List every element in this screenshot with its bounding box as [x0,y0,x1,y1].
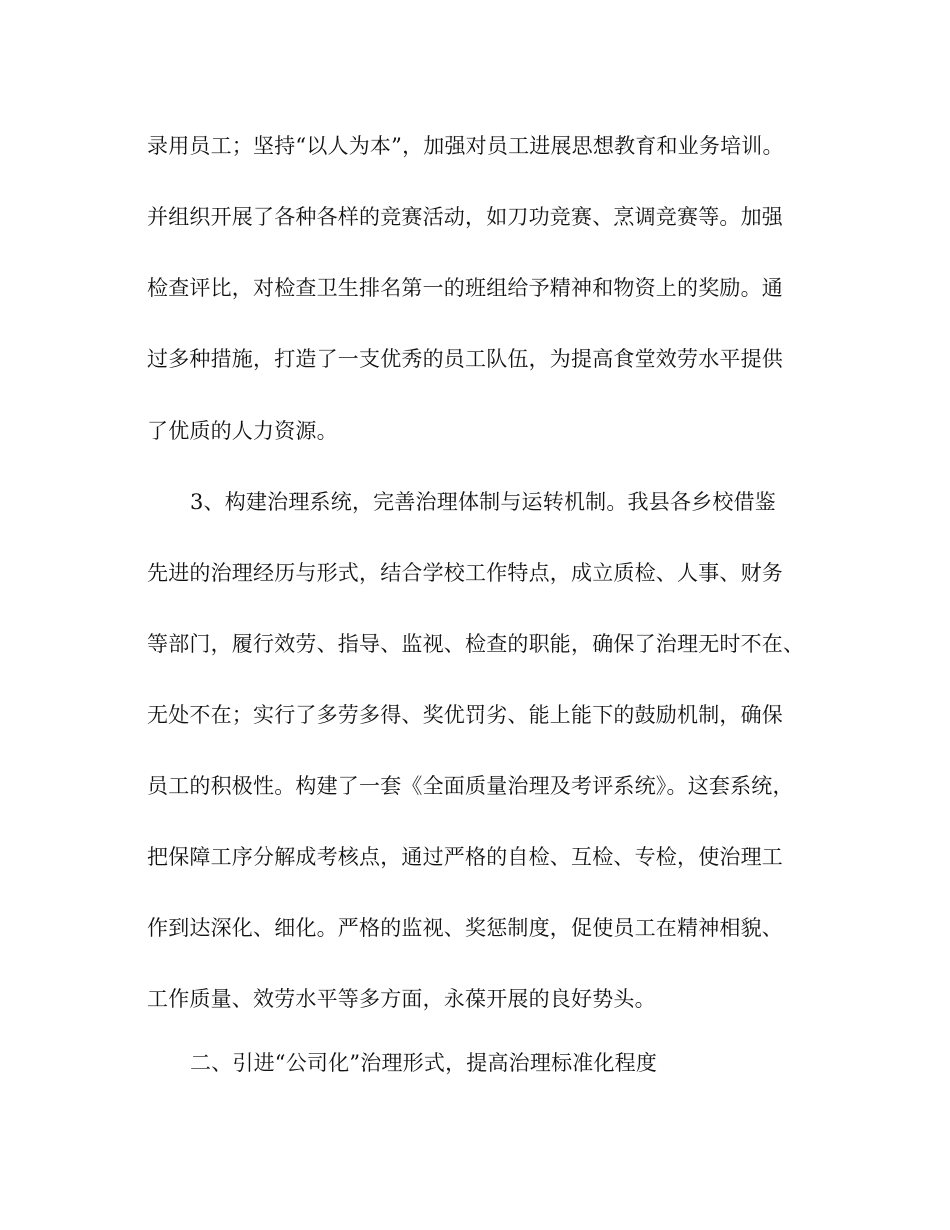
section-heading: 二、引进“公司化”治理形式，提高治理标准化程度 [190,1051,658,1075]
paragraph-line-5: 了优质的人力资源。 [147,419,338,443]
paragraph-line-11: 把保障工序分解成考核点，通过严格的自检、互检、专检，使治理工 [147,845,783,869]
paragraph-line-12: 作到达深化、细化。严格的监视、奖惩制度，促使员工在精神相貌、 [147,916,783,940]
paragraph-line-10: 员工的积极性。构建了一套《全面质量治理及考评系统》。这套系统， [147,774,794,798]
paragraph-line-13: 工作质量、效劳水平等多方面，永葆开展的良好势头。 [147,987,656,1011]
paragraph-line-1: 录用员工；坚持“以人为本”，加强对员工进展思想教育和业务培训。 [147,134,784,158]
paragraph-line-4: 过多种措施，打造了一支优秀的员工队伍，为提高食堂效劳水平提供 [147,347,783,371]
paragraph-line-3: 检查评比，对检查卫生排名第一的班组给予精神和物资上的奖励。通 [147,276,783,300]
paragraph-line-2: 并组织开展了各种各样的竞赛活动，如刀功竞赛、烹调竞赛等。加强 [147,205,783,229]
paragraph-line-9: 无处不在；实行了多劳多得、奖优罚劣、能上能下的鼓励机制，确保 [147,703,783,727]
paragraph-line-8: 等部门，履行效劳、指导、监视、检查的职能，确保了治理无时不在、 [147,632,805,656]
paragraph-line-7: 先进的治理经历与形式，结合学校工作特点，成立质检、人事、财务 [147,561,783,585]
paragraph-line-6: 3、构建治理系统，完善治理体制与运转机制。我县各乡校借鉴 [190,490,776,514]
